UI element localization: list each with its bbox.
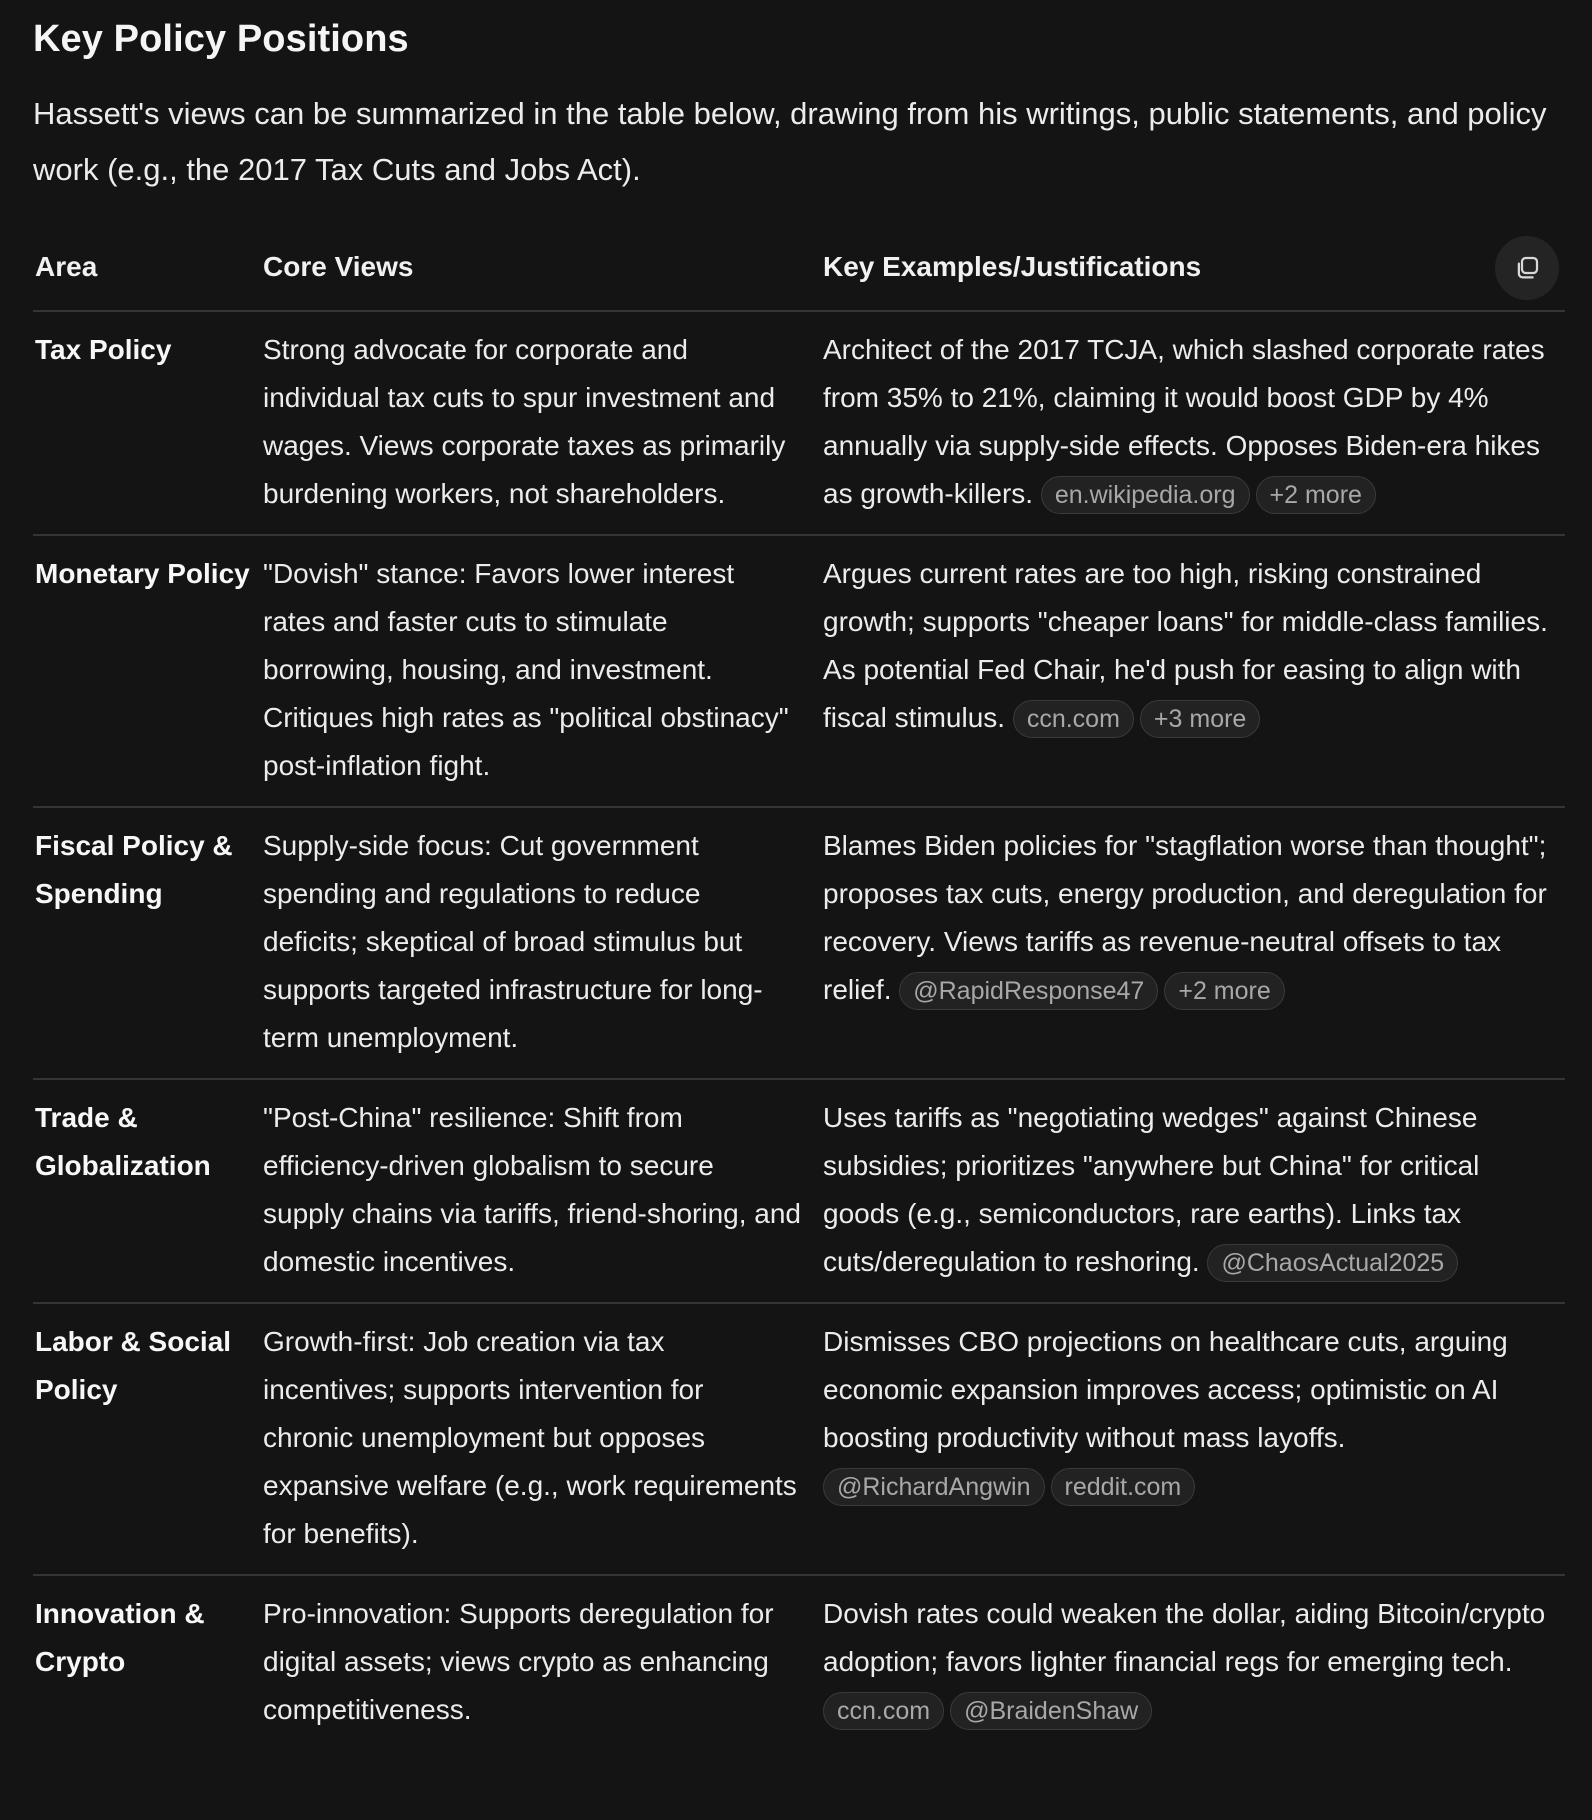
row-key-examples: [821, 808, 1565, 1078]
source-chips: [823, 1470, 1201, 1501]
source-chip[interactable]: en.wikipedia.org: [1041, 476, 1250, 514]
row-area: Tax Policy: [35, 334, 172, 365]
copy-table-button[interactable]: [1495, 236, 1559, 300]
table-row: [33, 312, 1565, 536]
more-sources-chip[interactable]: +3 more: [1140, 700, 1260, 738]
header-core-views: Core Views: [263, 251, 414, 282]
row-key-examples: [821, 312, 1565, 534]
source-chip[interactable]: @RichardAngwin: [823, 1468, 1045, 1506]
table-row: [33, 1304, 1565, 1576]
header-key-examples: Key Examples/Justifications: [823, 251, 1202, 282]
more-sources-chip[interactable]: +2 more: [1256, 476, 1376, 514]
row-key-examples: [821, 536, 1565, 806]
row-area: Monetary Policy: [35, 558, 250, 589]
source-chip[interactable]: ccn.com: [1013, 700, 1134, 738]
source-chip[interactable]: @BraidenShaw: [950, 1692, 1152, 1730]
table-header-row: [33, 224, 1565, 312]
source-chip[interactable]: reddit.com: [1051, 1468, 1196, 1506]
row-examples-text: Architect of the 2017 TCJA, which slashed corporate rates from 35% to 21%, claiming it would boost GDP by 4% annually via supply-side effects. Opposes Biden-era hikes as growth-killers.: [823, 334, 1545, 509]
table-row: [33, 1576, 1565, 1750]
header-area: Area: [35, 251, 98, 282]
policy-table: [33, 224, 1565, 1750]
table-row: [33, 808, 1565, 1080]
row-examples-text: Dismisses CBO projections on healthcare cuts, arguing economic expansion improves access; optimistic on AI boosting productivity without mass layoffs.: [823, 1326, 1508, 1453]
policy-table-container: [33, 224, 1565, 1750]
source-chips: [899, 974, 1291, 1005]
row-area: Labor & Social Policy: [35, 1326, 232, 1405]
row-examples-text: Blames Biden policies for "stagflation worse than thought"; proposes tax cuts, energy production, and deregulation for recovery. Views tariffs as revenue-neutral offsets to tax relief.: [823, 830, 1547, 1005]
more-sources-chip[interactable]: +2 more: [1164, 972, 1284, 1010]
row-examples-text: Dovish rates could weaken the dollar, aiding Bitcoin/crypto adoption; favors lighter financial regs for emerging tech.: [823, 1598, 1546, 1677]
row-core-views: Pro-innovation: Supports deregulation for digital assets; views crypto as enhancing competitiveness.: [263, 1598, 774, 1725]
row-examples-text: Argues current rates are too high, risking constrained growth; supports "cheaper loans" for middle-class families. As potential Fed Chair, he'd push for easing to align with fiscal stimulus.: [823, 558, 1548, 733]
row-key-examples: [821, 1304, 1565, 1574]
intro-paragraph: Hassett's views can be summarized in the table below, drawing from his writings, public statements, and policy work (e.g., the 2017 Tax Cuts and Jobs Act).: [33, 96, 1547, 187]
source-chips: [1013, 702, 1267, 733]
source-chips: [1207, 1246, 1464, 1277]
source-chips: [823, 1694, 1158, 1725]
source-chip[interactable]: ccn.com: [823, 1692, 944, 1730]
source-chip[interactable]: @ChaosActual2025: [1207, 1244, 1458, 1282]
source-chips: [1041, 478, 1382, 509]
row-key-examples: [821, 1080, 1565, 1302]
section-title: Key Policy Positions: [33, 18, 409, 60]
source-chip[interactable]: @RapidResponse47: [899, 972, 1158, 1010]
row-key-examples: [821, 1576, 1565, 1750]
row-area: Innovation & Crypto: [35, 1598, 205, 1677]
row-core-views: Growth-first: Job creation via tax incentives; supports intervention for chronic unemployment but opposes expansive welfare (e.g., work requirements for benefits).: [263, 1326, 797, 1549]
table-row: [33, 1080, 1565, 1304]
row-core-views: "Post-China" resilience: Shift from efficiency-driven globalism to secure supply chains via tariffs, friend-shoring, and domestic incentives.: [263, 1102, 801, 1277]
row-area: Fiscal Policy & Spending: [35, 830, 233, 909]
copy-icon: [1512, 253, 1542, 283]
row-core-views: Supply-side focus: Cut government spending and regulations to reduce deficits; skeptical of broad stimulus but supports targeted infrastructure for long-term unemployment.: [263, 830, 763, 1053]
row-core-views: "Dovish" stance: Favors lower interest rates and faster cuts to stimulate borrowing, housing, and investment. Critiques high rates as "political obstinacy" post-inflation fight.: [263, 558, 789, 781]
row-core-views: Strong advocate for corporate and individual tax cuts to spur investment and wages. Views corporate taxes as primarily burdening workers, not shareholders.: [263, 334, 786, 509]
table-row: [33, 536, 1565, 808]
row-examples-text: Uses tariffs as "negotiating wedges" against Chinese subsidies; prioritizes "anywhere but China" for critical goods (e.g., semiconductors, rare earths). Links tax cuts/deregulation to reshoring.: [823, 1102, 1480, 1277]
row-area: Trade & Globalization: [35, 1102, 211, 1181]
